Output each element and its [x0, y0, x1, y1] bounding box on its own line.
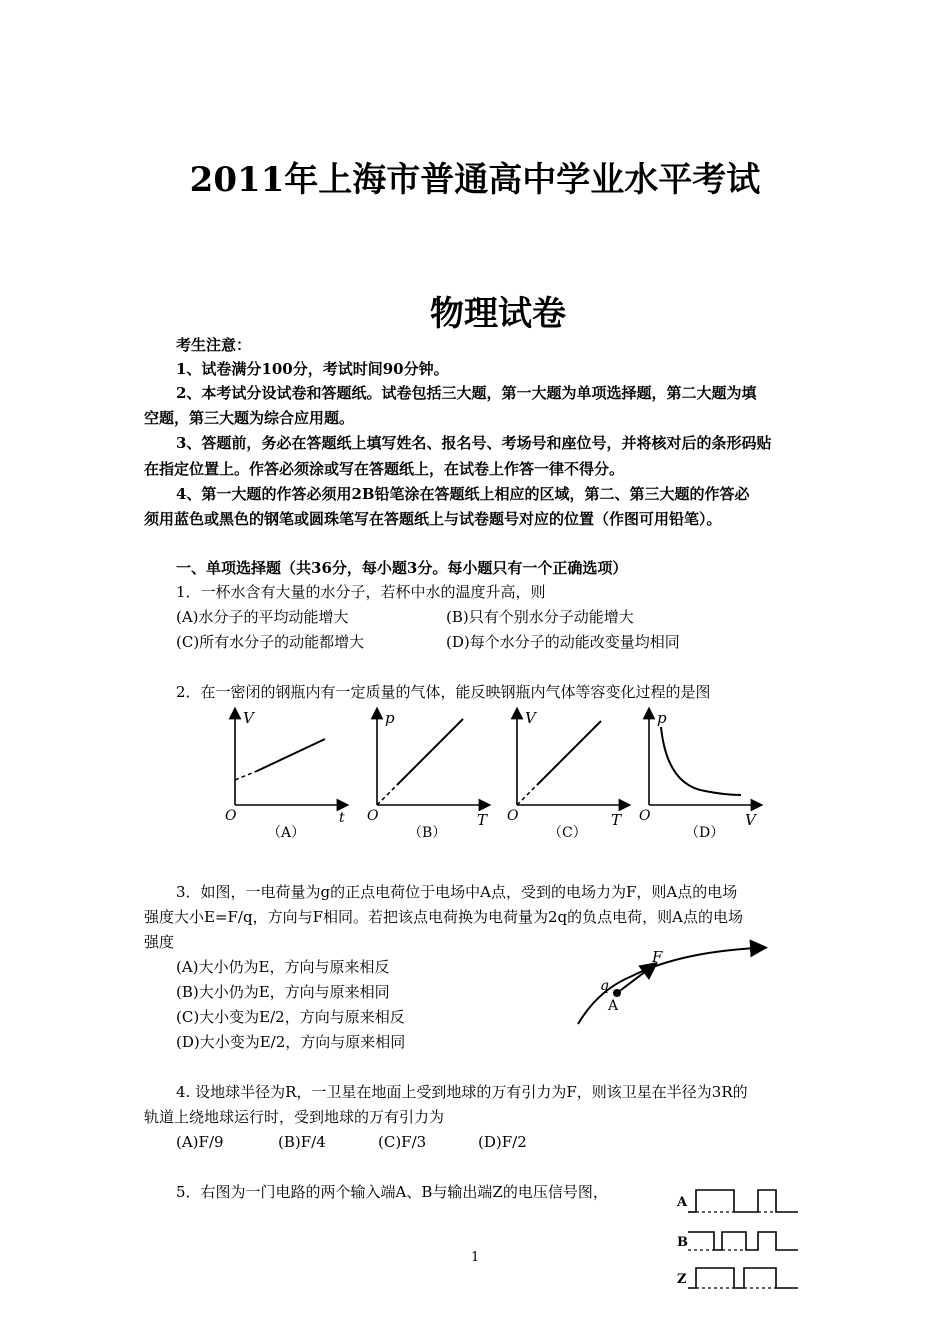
graph-c: [507, 709, 625, 841]
notice-item-4-cont: 须用蓝色或黑色的钢笔或圆珠笔写在答题纸上与试卷题号对应的位置（作图可用铅笔）。: [144, 510, 722, 528]
q4-line-1: 4. 设地球半径为R，一卫星在地面上受到地球的万有引力为F，则该卫星在半径为3R的: [176, 1083, 748, 1101]
notice-item-2-cont: 空题，第三大题为综合应用题。: [144, 409, 355, 427]
signal-b: [677, 1232, 798, 1250]
notice-heading: 考生注意：: [176, 336, 252, 354]
q1-option-d: (D)每个水分子的动能改变量均相同: [446, 633, 680, 651]
exam-subtitle: 物理试卷: [430, 294, 566, 334]
q3-option-d: (D)大小变为E/2，方向与原来相同: [176, 1033, 406, 1051]
notice-item-3-cont: 在指定位置上。作答必须涂或写在答题纸上，在试卷上作答一律不得分。: [144, 460, 625, 478]
q3-option-c: (C)大小变为E/2，方向与原来相反: [176, 1008, 405, 1026]
graph-b-xaxis: T: [477, 811, 488, 829]
graph-d-yaxis: p: [657, 709, 667, 727]
q3-charge-label: q: [600, 978, 609, 994]
signal-b-label: B: [677, 1235, 688, 1250]
graph-b-yaxis: p: [385, 709, 395, 727]
q3-line-2: 强度大小E=F/q，方向与F相同。若把该点电荷换为电荷量为2q的负点电荷，则A点的电场: [144, 908, 743, 926]
notice-item-1: 1、试卷满分100分，考试时间90分钟。: [176, 360, 449, 378]
q3-force-label: F: [652, 948, 663, 966]
graph-b: [367, 709, 488, 841]
q3-line-3: 强度: [144, 933, 175, 951]
q4-option-a: (A)F/9: [176, 1133, 224, 1151]
graph-d-label: （D）: [685, 825, 725, 841]
notice-item-4: 4、第一大题的作答必须用2B铅笔涂在答题纸上相应的区域，第二、第三大题的作答必: [176, 485, 750, 503]
q1-option-c: (C)所有水分子的动能都增大: [176, 633, 365, 651]
q2-graphs: [215, 705, 775, 850]
q4-option-b: (B)F/4: [278, 1133, 326, 1151]
q2-stem: 2．在一密闭的钢瓶内有一定质量的气体，能反映钢瓶内气体等容变化过程的是图: [176, 683, 711, 701]
q4-line-2: 轨道上绕地球运行时，受到地球的万有引力为: [144, 1108, 445, 1126]
page-number: 1: [471, 1250, 480, 1265]
q3-option-a: (A)大小仍为E，方向与原来相反: [176, 958, 390, 976]
signal-z: [677, 1268, 798, 1288]
graph-a-label: （A）: [267, 825, 306, 841]
q5-stem: 5．右图为一门电路的两个输入端A、B与输出端Z的电压信号图，: [176, 1183, 608, 1201]
graph-c-xaxis: T: [611, 811, 622, 829]
q1-option-a: (A)水分子的平均动能增大: [176, 608, 349, 626]
graph-b-label: （B）: [408, 825, 447, 841]
notice-item-3: 3、答题前，务必在答题纸上填写姓名、报名号、考场号和座位号，并将核对后的条形码贴: [176, 434, 772, 452]
graph-a-origin: O: [225, 808, 237, 824]
q4-option-d: (D)F/2: [478, 1133, 527, 1151]
graph-b-origin: O: [367, 808, 379, 824]
graph-d-origin: O: [639, 808, 651, 824]
graph-a-xaxis: t: [339, 810, 345, 826]
graph-a-yaxis: V: [243, 709, 254, 727]
signal-z-label: Z: [677, 1272, 687, 1287]
q1-option-b: (B)只有个别水分子动能增大: [446, 608, 634, 626]
graph-d: [639, 709, 758, 841]
section-heading: 一、单项选择题（共36分，每小题3分。每小题只有一个正确选项）: [176, 559, 628, 577]
q3-field-figure: [570, 938, 780, 1030]
q1-stem: 1．一杯水含有大量的水分子，若杯中水的温度升高，则: [176, 583, 546, 601]
q4-option-c: (C)F/3: [378, 1133, 427, 1151]
graph-c-label: （C）: [548, 825, 587, 841]
q3-point-label: A: [608, 998, 619, 1014]
graph-a: [225, 709, 345, 841]
q5-signal-figure: [674, 1184, 804, 1296]
signal-a: [676, 1190, 798, 1212]
notice-item-2: 2、本考试分设试卷和答题纸。试卷包括三大题，第一大题为单项选择题，第二大题为填: [176, 384, 757, 402]
graph-c-origin: O: [507, 808, 519, 824]
graph-c-yaxis: V: [525, 709, 536, 727]
exam-title: 2011年上海市普通高中学业水平考试: [189, 160, 761, 200]
q3-option-b: (B)大小仍为E，方向与原来相同: [176, 983, 390, 1001]
q3-line-1: 3．如图，一电荷量为g的正点电荷位于电场中A点，受到的电场力为F，则A点的电场: [176, 883, 738, 901]
graph-d-xaxis: V: [745, 811, 756, 829]
signal-a-label: A: [677, 1195, 688, 1210]
